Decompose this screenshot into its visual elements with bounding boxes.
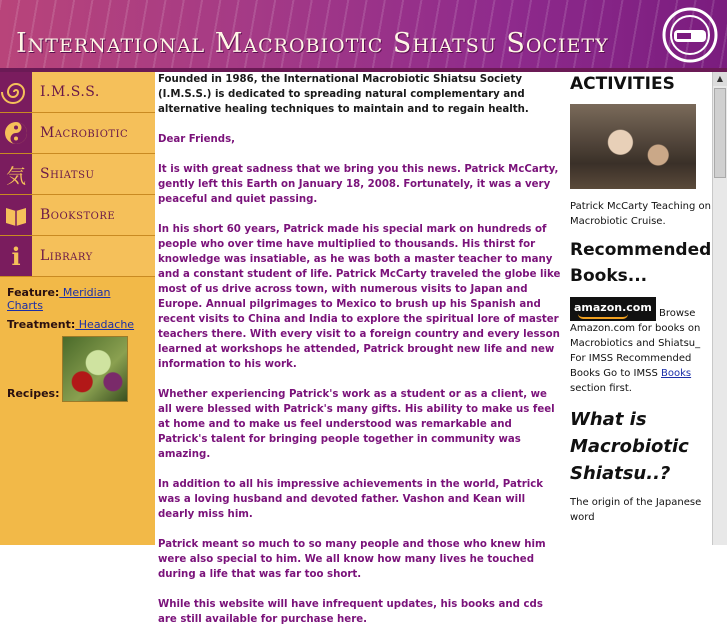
kanji-icon: 気 [0,154,32,194]
scrollbar[interactable] [712,72,727,545]
nav-item-bookstore[interactable] [0,195,155,236]
nav-label: Bookstore [40,207,116,223]
feature-line [0,283,155,315]
activities-heading: ACTIVITIES [570,74,675,94]
scroll-up-arrow-icon[interactable]: ▲ [713,72,727,86]
treatment-line [0,315,155,334]
books-link[interactable]: Books [661,368,692,379]
photo-caption: Patrick McCarty Teaching on Macrobiotic Cruise. [570,201,711,227]
body-paragraph: Whether experiencing Patrick's work as a student or as a client, we all were blessed with Patrick's many gifts. His ability to make us feel at home and to make us feel understood was remarkable and Patrick's talent for bringing people together in community was amazing. [158,389,555,460]
origin-text: The origin of the Japanese word [570,497,702,523]
amazon-block [570,297,712,396]
nav-item-imss[interactable] [0,72,155,113]
treatment-label: Treatment: [7,318,76,331]
book-icon [0,195,32,235]
nav-item-shiatsu[interactable] [0,154,155,195]
scroll-thumb[interactable] [714,88,726,178]
activity-photo[interactable] [570,104,696,189]
recipes-row [0,334,155,404]
section-text: section first. [570,383,632,394]
recipe-image[interactable] [62,336,128,402]
imss-text: For IMSS Recommended Books Go to IMSS [570,353,692,379]
spiral-icon [0,72,32,112]
browse-text: Browse Amazon.com for books on Macrobiotics and Shiatsu_ [570,308,701,349]
intro-paragraph: Founded in 1986, the International Macrobiotic Shiatsu Society (I.M.S.S.) is dedicated to spreading natural complementary and alternative healing techniques to maintain and to regain health. [158,74,529,115]
nav-label: Macrobiotic [40,125,129,141]
site-title: International Macrobiotic Shiatsu Society [16,28,609,59]
books-heading: Recommended Books... [570,240,712,286]
body-paragraph: In addition to all his impressive achievements in the world, Patrick was a loving husband and devoted father. Vashon and Kean will dearly miss him. [158,479,544,520]
nav-label: Library [40,248,93,264]
feature-label: Feature: [7,286,60,299]
body-paragraph: While this website will have infrequent updates, his books and cds are still available for purchase here. [158,599,543,625]
meridian-charts-link[interactable]: Meridian Charts [7,286,111,312]
nav-item-macrobiotic[interactable] [0,113,155,154]
nav-label: I.M.S.S. [40,84,100,100]
what-is-heading: What is Macrobiotic Shiatsu..? [570,409,689,484]
greeting-paragraph: Dear Friends, [158,134,236,145]
nav-label: Shiatsu [40,166,95,182]
body-paragraph: Patrick meant so much to so many people and those who knew him were also special to him. We all know how many lives he touched during a life that was far too short. [158,539,546,580]
body-paragraph: In his short 60 years, Patrick made his special mark on hundreds of people who over time have multiplied to thousands. His thirst for knowledge was insatiable, as he was both a master teacher to many and a constant student of life. Patrick McCarty traveled the globe like most of us drive across town, with numerous visits to Japan and Europe. Annual pilgrimages to Mexico to brush up his Spanish and recent visits to China and India to explore the spiritual lore of master teachers there. With every visit to a foreign country and every lesson learned at workshops he attended, Patrick brought new life and new information to his work. [158,224,561,370]
body-paragraph: It is with great sadness that we bring you this news. Patrick McCarty, gently left this Earth on January 18, 2008. Fortunately, it was a very peaceful and quiet passing. [158,164,559,205]
amazon-logo[interactable]: amazon.com [570,297,656,321]
right-column [570,72,712,545]
headache-link[interactable]: Headache [75,318,135,331]
info-icon: i [0,236,32,276]
nav-item-library[interactable] [0,236,155,277]
site-header [0,0,727,68]
yin-yang-icon [0,113,32,153]
sidebar [0,72,155,545]
main-content [158,72,564,625]
society-logo-icon[interactable] [661,6,719,64]
recipes-label: Recipes: [7,387,60,400]
